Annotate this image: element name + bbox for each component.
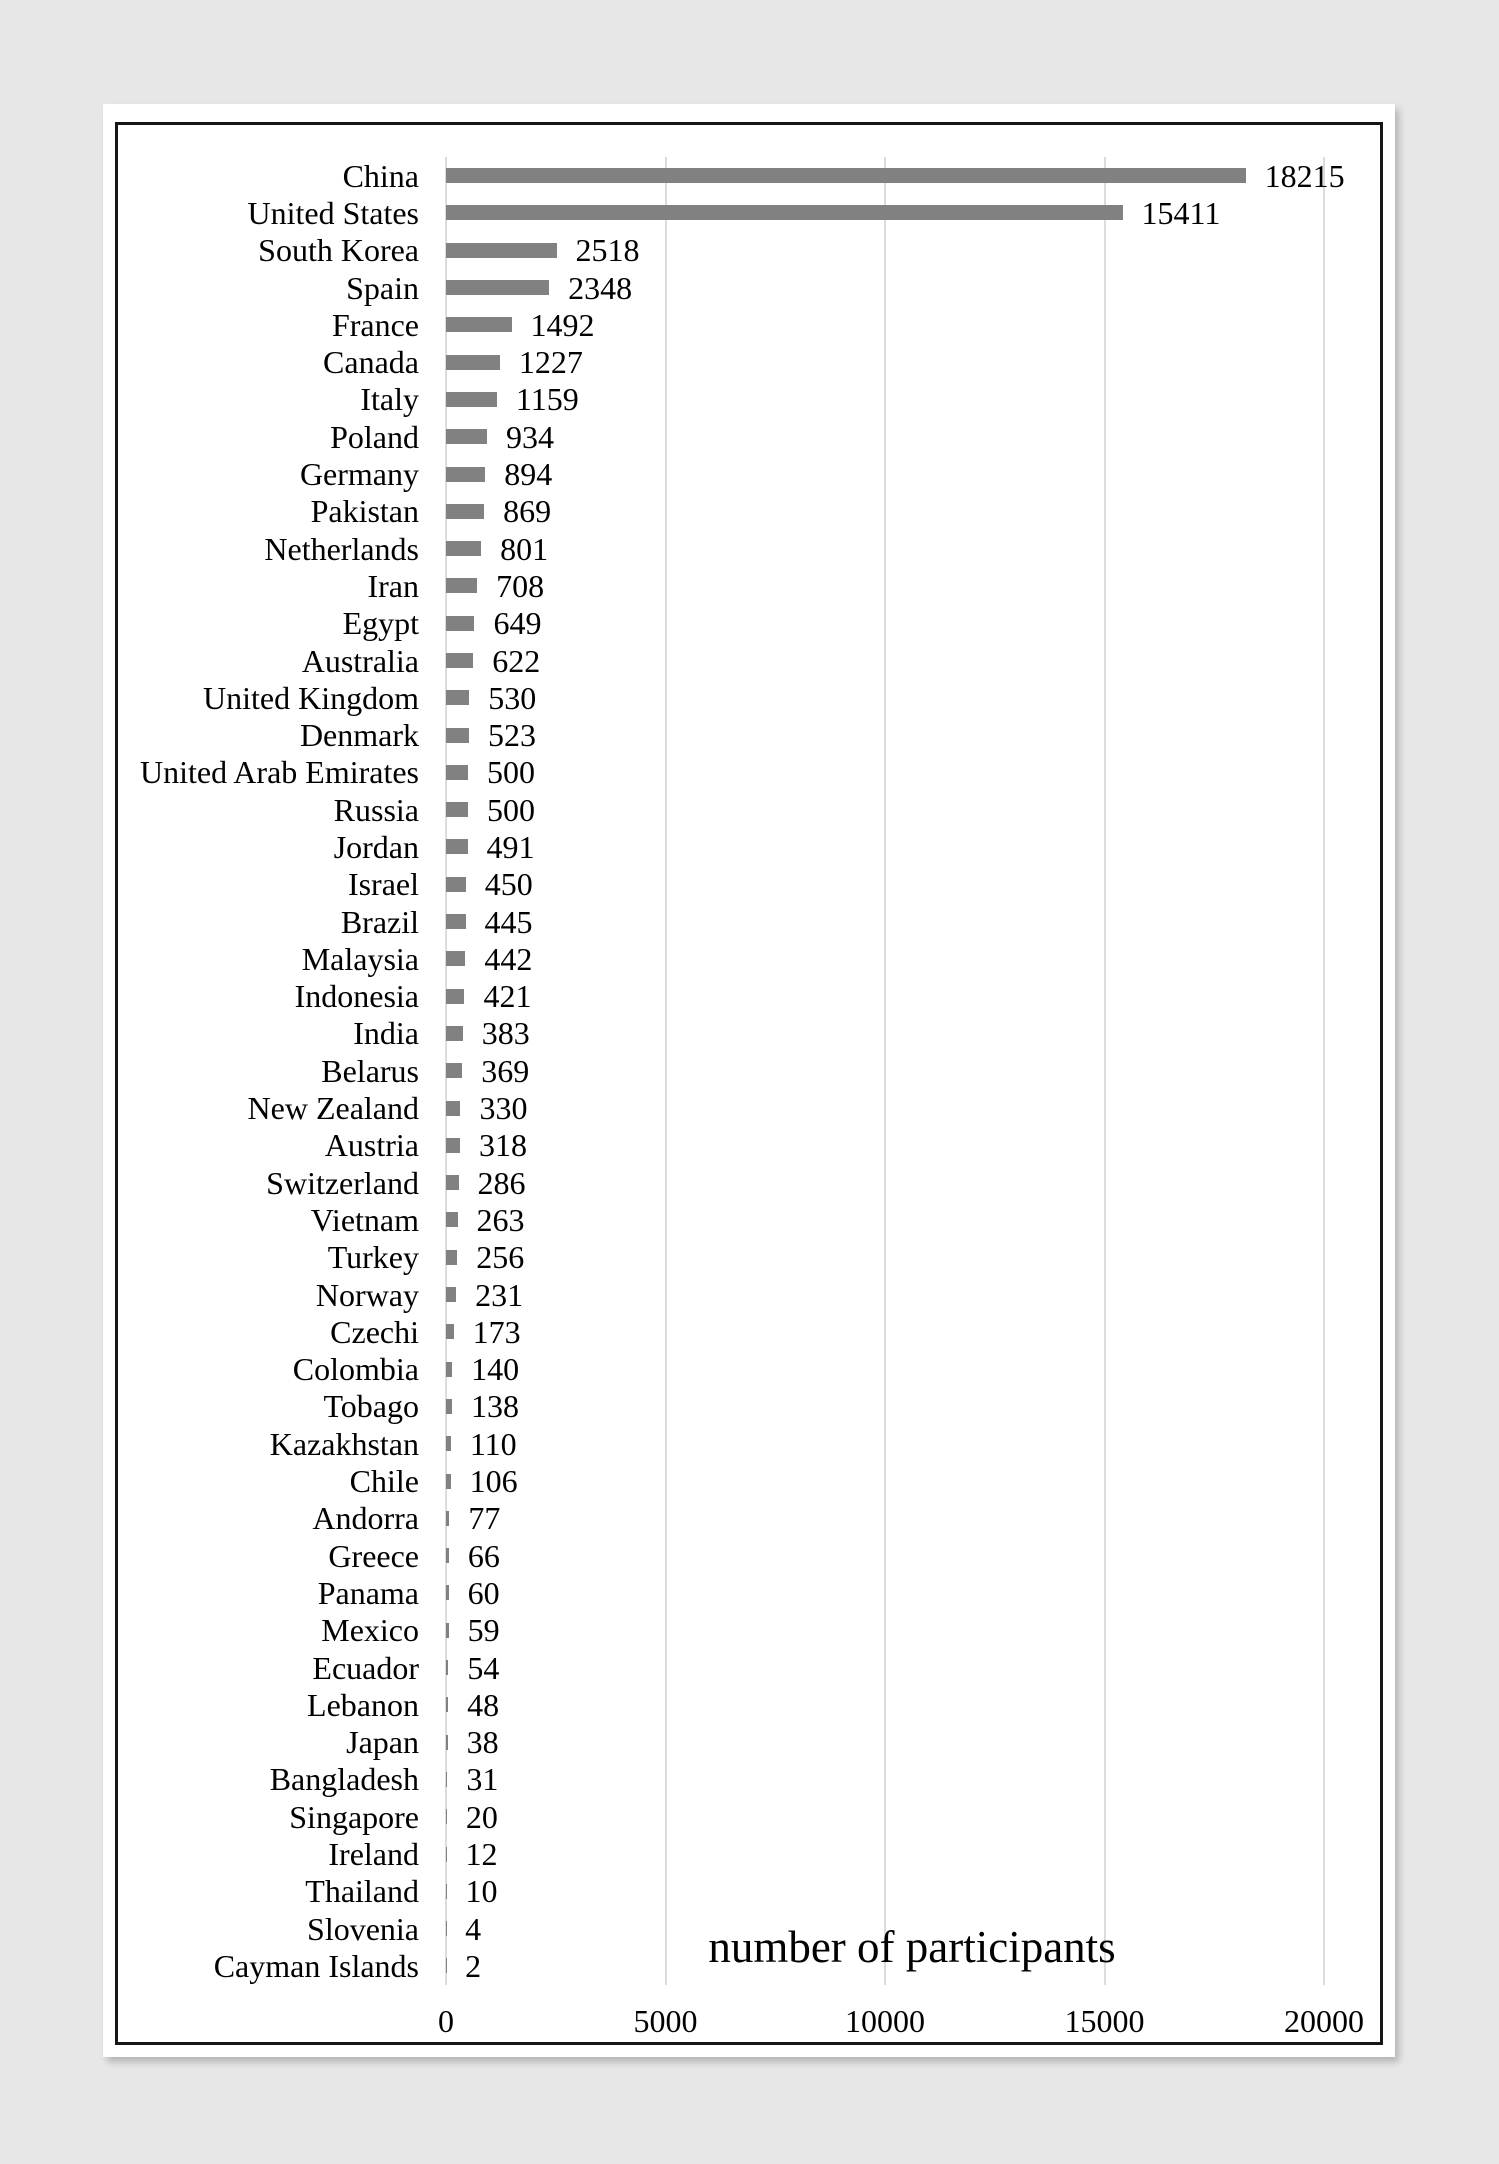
category-label: Germany (299, 456, 419, 493)
bar-row (118, 1761, 1380, 1798)
value-label: 59 (467, 1612, 500, 1649)
bar (446, 1063, 462, 1078)
bar-row (118, 642, 1380, 679)
value-label: 4 (465, 1910, 482, 1947)
value-label: 2348 (568, 269, 633, 306)
bar (446, 1212, 458, 1227)
value-label: 934 (506, 418, 554, 455)
category-label: Norway (315, 1276, 419, 1313)
bar (446, 168, 1246, 183)
bar-row (118, 493, 1380, 530)
bar (446, 1138, 460, 1153)
bar-row (118, 1537, 1380, 1574)
category-label: Canada (323, 344, 419, 381)
bar-row (118, 1052, 1380, 1089)
x-tick-label: 10000 (845, 2003, 925, 2039)
category-label: Japan (346, 1724, 419, 1761)
value-label: 500 (486, 791, 535, 828)
value-label: 231 (475, 1276, 524, 1313)
value-label: 622 (492, 642, 541, 679)
bar (446, 1362, 452, 1377)
category-label: Mexico (321, 1612, 419, 1649)
x-tick-label: 0 (438, 2003, 454, 2039)
category-label: Tobago (323, 1388, 419, 1425)
bar (446, 1847, 447, 1862)
category-label: Italy (360, 381, 419, 418)
value-label: 869 (503, 493, 552, 530)
bar-row (118, 1239, 1380, 1276)
x-axis-title: number of participants (708, 1922, 1116, 1972)
value-label: 894 (504, 456, 553, 493)
bar-row (118, 455, 1380, 492)
bar (446, 467, 485, 482)
bar (446, 355, 500, 370)
bar (446, 1548, 449, 1563)
bar-row (118, 1164, 1380, 1201)
bar (446, 1772, 447, 1787)
value-label: 421 (483, 978, 532, 1015)
value-label: 530 (488, 679, 537, 716)
bar (446, 1735, 448, 1750)
bar-row (118, 1649, 1380, 1686)
value-label: 450 (484, 866, 533, 903)
value-label: 369 (481, 1052, 530, 1089)
category-label: Belarus (321, 1052, 419, 1089)
category-label: Colombia (292, 1351, 419, 1388)
category-label: Panama (317, 1574, 419, 1611)
bar-row (118, 1723, 1380, 1760)
category-label: Chile (349, 1463, 419, 1500)
bar-row (118, 791, 1380, 828)
value-label: 708 (496, 567, 545, 604)
bar (446, 541, 481, 556)
bar-row (118, 903, 1380, 940)
value-label: 12 (465, 1836, 498, 1872)
value-label: 10 (465, 1873, 498, 1910)
category-label: Jordan (333, 828, 419, 865)
bar-row (118, 194, 1380, 231)
category-label: United States (247, 194, 419, 231)
bar-row (118, 157, 1380, 194)
category-label: Ireland (328, 1836, 419, 1872)
value-label: 173 (472, 1313, 521, 1350)
bar-row (118, 1425, 1380, 1462)
value-label: 286 (477, 1164, 526, 1201)
category-label: Iran (367, 567, 419, 604)
value-label: 1159 (515, 381, 579, 418)
category-label: Denmark (299, 717, 419, 754)
bar-row (118, 418, 1380, 455)
bar (446, 690, 469, 705)
bar (446, 504, 484, 519)
bar-row (118, 1127, 1380, 1164)
bar (446, 1436, 451, 1451)
category-label: Cayman Islands (213, 1947, 419, 1984)
category-label: Czechi (330, 1313, 419, 1350)
value-label: 1227 (518, 344, 583, 381)
bar (446, 839, 468, 854)
bar (446, 1399, 452, 1414)
bar (446, 1175, 459, 1190)
bar-row (118, 978, 1380, 1015)
category-label: Egypt (342, 605, 419, 642)
value-label: 500 (486, 754, 535, 791)
bar (446, 616, 474, 631)
bar-row (118, 306, 1380, 343)
category-label: Slovenia (307, 1910, 419, 1947)
bar (446, 1809, 447, 1824)
category-label: Singapore (289, 1798, 419, 1835)
bar (446, 877, 466, 892)
bar (446, 1324, 454, 1339)
value-label: 442 (484, 940, 533, 977)
bar-row (118, 232, 1380, 269)
bar-row (118, 754, 1380, 791)
bar (446, 1697, 448, 1712)
category-label: India (353, 1015, 419, 1052)
category-label: Bangladesh (269, 1761, 419, 1798)
category-label: Netherlands (264, 530, 419, 567)
bar-row (118, 1313, 1380, 1350)
value-label: 1492 (530, 306, 595, 343)
bar (446, 728, 469, 743)
category-label: Australia (301, 642, 419, 679)
category-label: Lebanon (307, 1686, 419, 1723)
value-label: 491 (486, 828, 535, 865)
bar (446, 429, 487, 444)
value-label: 2 (465, 1947, 482, 1984)
bar (446, 951, 465, 966)
bar (446, 1026, 463, 1041)
bar-row (118, 866, 1380, 903)
value-label: 15411 (1141, 194, 1221, 231)
bar-row (118, 530, 1380, 567)
value-label: 54 (467, 1649, 500, 1686)
bar-rows (118, 157, 1380, 1985)
category-label: China (342, 157, 419, 194)
value-label: 263 (476, 1201, 525, 1238)
category-label: Andorra (312, 1500, 419, 1537)
category-label: Malaysia (301, 940, 419, 977)
bar-row (118, 1201, 1380, 1238)
bar (446, 1250, 457, 1265)
bar (446, 1623, 449, 1638)
value-label: 77 (468, 1500, 501, 1537)
bar-row (118, 1873, 1380, 1910)
bar-row (118, 1574, 1380, 1611)
bar (446, 989, 464, 1004)
bar (446, 765, 468, 780)
bar (446, 578, 477, 593)
value-label: 330 (479, 1090, 528, 1127)
bar-row (118, 1500, 1380, 1537)
category-label: France (331, 306, 419, 343)
bar-row (118, 1835, 1380, 1872)
category-label: Ecuador (312, 1649, 419, 1686)
bar (446, 392, 497, 407)
bar (446, 653, 473, 668)
bar-row (118, 828, 1380, 865)
x-tick-label: 20000 (1284, 2003, 1364, 2039)
chart-frame (115, 122, 1383, 2045)
category-label: Spain (346, 269, 419, 306)
category-label: Kazakhstan (269, 1425, 419, 1462)
value-label: 110 (469, 1425, 517, 1462)
category-label: United Kingdom (203, 679, 419, 716)
value-label: 106 (469, 1463, 518, 1500)
bar (446, 205, 1123, 220)
category-label: Poland (330, 418, 419, 455)
bar-row (118, 679, 1380, 716)
bar-row (118, 716, 1380, 753)
value-label: 523 (487, 717, 536, 754)
bar (446, 914, 466, 929)
value-label: 60 (467, 1574, 500, 1611)
category-label: Switzerland (266, 1164, 419, 1201)
value-label: 256 (476, 1239, 525, 1276)
chart-card (103, 104, 1395, 2057)
bar-row (118, 1462, 1380, 1499)
value-label: 31 (466, 1761, 499, 1798)
value-label: 383 (481, 1015, 530, 1052)
bar-row (118, 1798, 1380, 1835)
value-label: 20 (465, 1798, 498, 1835)
bar (446, 280, 549, 295)
value-label: 445 (484, 903, 533, 940)
category-label: Turkey (327, 1239, 419, 1276)
value-label: 801 (500, 530, 549, 567)
bar-row (118, 1612, 1380, 1649)
category-label: New Zealand (247, 1090, 419, 1127)
category-label: South Korea (258, 232, 419, 269)
bar-row (118, 1015, 1380, 1052)
category-label: Vietnam (310, 1201, 419, 1238)
bar-row (118, 343, 1380, 380)
category-label: United Arab Emirates (139, 754, 419, 791)
bar (446, 1585, 449, 1600)
bar (446, 802, 468, 817)
x-tick-label: 15000 (1064, 2003, 1145, 2039)
bar-row (118, 381, 1380, 418)
bar (446, 1287, 456, 1302)
bar-row (118, 1351, 1380, 1388)
bar (446, 1474, 451, 1489)
bar (446, 317, 512, 332)
category-label: Thailand (305, 1873, 419, 1910)
bar (446, 1511, 449, 1526)
x-tick-label: 5000 (633, 2003, 698, 2039)
category-label: Indonesia (294, 978, 419, 1015)
plot-area (118, 125, 1380, 2042)
value-label: 649 (493, 605, 542, 642)
bar-row (118, 1089, 1380, 1126)
category-label: Russia (333, 791, 419, 828)
value-label: 2518 (575, 232, 640, 269)
bar-row (118, 1686, 1380, 1723)
bar-row (118, 1276, 1380, 1313)
bar-row (118, 940, 1380, 977)
category-label: Brazil (340, 903, 419, 940)
value-label: 140 (471, 1351, 520, 1388)
bar-row (118, 567, 1380, 604)
value-label: 18215 (1264, 157, 1345, 194)
bar-row (118, 1388, 1380, 1425)
bar-row (118, 605, 1380, 642)
category-label: Pakistan (310, 493, 419, 530)
bar-row (118, 269, 1380, 306)
value-label: 48 (467, 1686, 500, 1723)
value-label: 318 (478, 1127, 527, 1164)
bar (446, 1101, 460, 1116)
value-label: 138 (471, 1388, 520, 1425)
category-label: Austria (324, 1127, 419, 1164)
bar (446, 243, 557, 258)
value-label: 66 (467, 1537, 500, 1574)
bar (446, 1660, 448, 1675)
category-label: Israel (347, 866, 419, 903)
value-label: 38 (466, 1724, 499, 1761)
category-label: Greece (328, 1537, 419, 1574)
